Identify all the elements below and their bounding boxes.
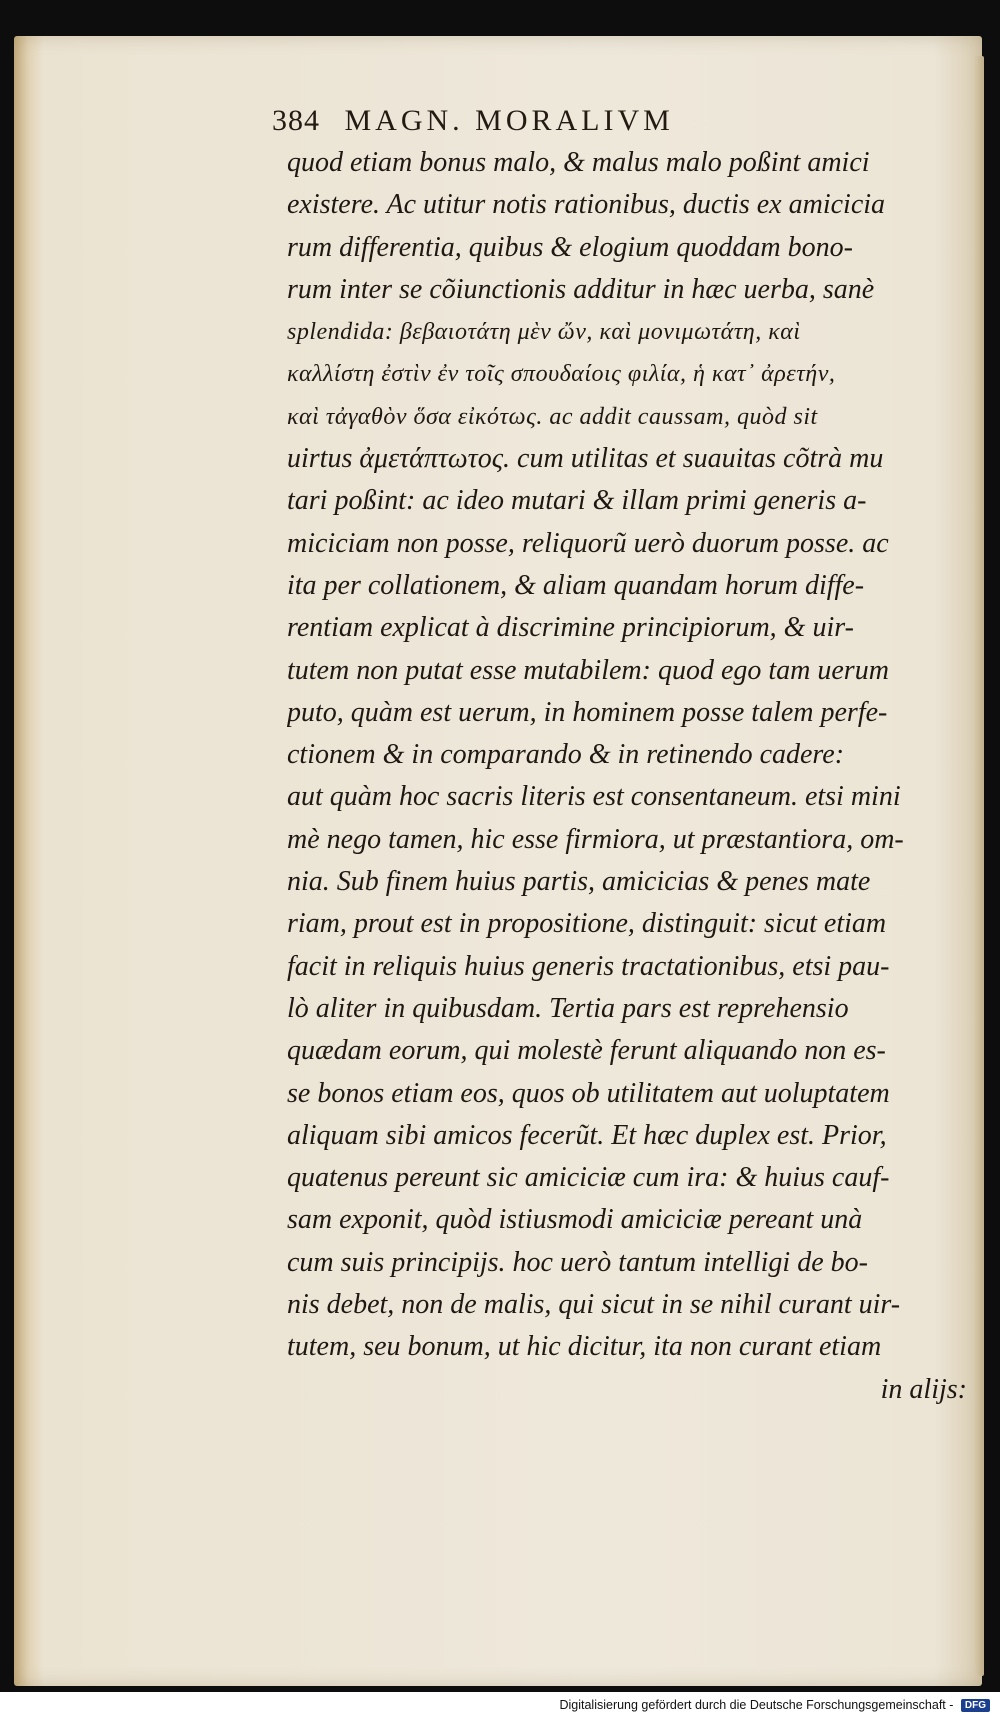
text-line-greek: καὶ τἀγαθὸν ὅσα εἰκότως. ac addit caussam, quòd sit [287, 403, 818, 430]
text-line: sam exponit, quòd istiusmodi amiciciæ pereant unà [287, 1204, 863, 1236]
text-line: mè nego tamen, hic esse firmiora, ut præstantiora, om- [287, 823, 904, 855]
text-line: ita per collationem, & aliam quandam horum diffe- [287, 569, 865, 601]
page-edge [974, 56, 984, 1676]
text-line: aliquam sibi amicos fecerũt. Et hæc duplex est. Prior, [287, 1119, 887, 1151]
page-header [272, 104, 912, 144]
body-text [287, 142, 967, 1411]
text-line: uirtus ἀμετάπτωτος. cum utilitas et suauitas cõtrà mu [287, 443, 884, 475]
text-line: rentiam explicat à discrimine principiorum, & uir- [287, 612, 854, 644]
text-line-greek: splendida: βεβαιοτάτη μὲν ὤν, καὶ μονιμωτάτη, καὶ [287, 319, 801, 346]
text-line: rum inter se cõiunctionis additur in hæc uerba, sanè [287, 273, 875, 305]
text-line: puto, quàm est uerum, in hominem posse talem perfe- [287, 696, 888, 728]
running-title: MAGN. MORALIVM [344, 104, 674, 137]
page-number: 384 [272, 104, 320, 137]
digitization-credit [0, 1698, 990, 1720]
catchword: in alijs: [880, 1373, 967, 1405]
text-line-greek: καλλίστη ἐστὶν ἐν τοῖς σπουδαίοις φιλία, ἡ κατ᾽ ἀρετήν, [287, 361, 836, 388]
text-line: tutem, seu bonum, ut hic dicitur, ita non curant etiam [287, 1331, 882, 1363]
text-line: quædam eorum, qui molestè ferunt aliquando non es- [287, 1035, 886, 1067]
credit-text: Digitalisierung gefördert durch die Deutsche Forschungsgemeinschaft - [559, 1698, 954, 1712]
text-line: tutem non putat esse mutabilem: quod ego tam uerum [287, 654, 889, 686]
text-line: rum differentia, quibus & elogium quoddam bono- [287, 231, 853, 263]
text-line: quod etiam bonus malo, & malus malo poßint amici [287, 147, 870, 178]
text-line: quatenus pereunt sic amiciciæ cum ira: & huius cauf- [287, 1162, 890, 1194]
text-line: riam, prout est in propositione, distinguit: sicut etiam [287, 908, 887, 940]
text-line: se bonos etiam eos, quos ob utilitatem aut uoluptatem [287, 1077, 890, 1109]
text-line: aut quàm hoc sacris literis est consentaneum. etsi mini [287, 781, 901, 813]
dfg-logo: DFG [961, 1699, 990, 1712]
text-line: ctionem & in comparando & in retinendo cadere: [287, 739, 845, 771]
text-line: miciciam non posse, reliquorũ uerò duorum posse. ac [287, 527, 889, 559]
text-line: lò aliter in quibusdam. Tertia pars est reprehensio [287, 992, 849, 1024]
text-line: facit in reliquis huius generis tractationibus, etsi pau- [287, 950, 890, 982]
text-line: nis debet, non de malis, qui sicut in se nihil curant uir- [287, 1289, 901, 1321]
text-line: cum suis principijs. hoc uerò tantum intelligi de bo- [287, 1246, 868, 1278]
text-line: existere. Ac utitur notis rationibus, ductis ex amicicia [287, 189, 886, 221]
text-line: nia. Sub finem huius partis, amicicias & penes mate [287, 866, 871, 898]
text-line: tari poßint: ac ideo mutari & illam primi generis a- [287, 485, 867, 517]
